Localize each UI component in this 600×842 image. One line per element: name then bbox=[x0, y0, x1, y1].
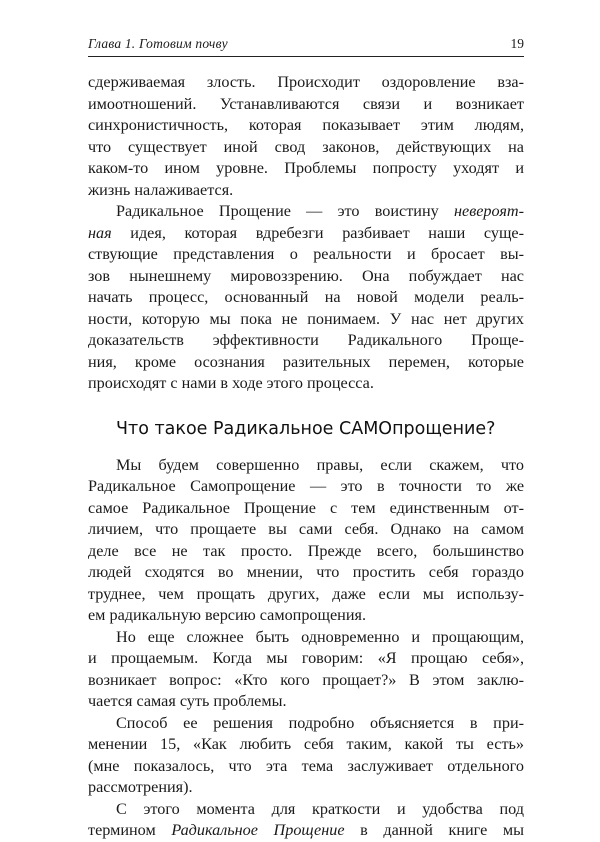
text-line: ности, которую мы пока не понимаем. У нас нет других bbox=[88, 309, 524, 328]
text-run: Радикальное Прощение — это воистину bbox=[116, 202, 454, 220]
text-line: каком-то ином уровне. Проблемы попросту уходят и bbox=[88, 159, 524, 177]
text-line: Но еще сложнее быть одновременно и прощающим, bbox=[116, 627, 524, 646]
text-run: термином bbox=[88, 821, 172, 839]
text-line: (мне показалось, что эта тема заслуживает отдельного bbox=[88, 756, 524, 775]
text-line: личием, что прощаете вы сами себя. Однако на самом bbox=[88, 520, 524, 538]
text-line: зов нынешнему мировоззрению. Она побуждает нас bbox=[88, 266, 524, 285]
text-line: деле все не так просто. Прежде всего, большинство bbox=[88, 541, 524, 560]
text-line: и прощаемым. Когда мы говорим: «Я прощаю себя», bbox=[88, 649, 524, 667]
text-line: доказательств эффективности Радикального Проще- bbox=[88, 331, 524, 349]
text-line: ния, кроме осознания разительных перемен, которые bbox=[88, 352, 524, 371]
text-line: рассмотрения). bbox=[88, 778, 193, 796]
paragraph-2 bbox=[88, 201, 524, 395]
paragraph-5 bbox=[88, 713, 524, 799]
text-line: чается самая суть проблемы. bbox=[88, 692, 287, 710]
running-header bbox=[88, 36, 524, 57]
text-line: Способ ее решения подробно объясняется в при- bbox=[116, 713, 524, 732]
text-line bbox=[88, 201, 524, 223]
text-line: труднее, чем прощать других, даже если мы использу- bbox=[88, 584, 524, 603]
paragraph-1 bbox=[88, 72, 524, 201]
emphasis-text: Радикальное Прощение bbox=[171, 821, 345, 839]
text-line bbox=[88, 223, 524, 245]
text-line: ствующие представления о реальности и бросает вы- bbox=[88, 245, 524, 263]
text-line: возникает вопрос: «Кто кого прощает?» В этом заклю- bbox=[88, 670, 524, 689]
text-line: С этого момента для краткости и удобства под bbox=[116, 799, 524, 818]
text-line: сдерживаемая злость. Происходит оздоровление вза- bbox=[88, 73, 524, 91]
text-line: ем радикальную версию самопрощения. bbox=[88, 606, 366, 624]
text-run: идея, которая вдребезги разбивает наши суще- bbox=[111, 223, 524, 242]
text-line: самое Радикальное Прощение с тем единственным от- bbox=[88, 498, 524, 517]
text-line: начать процесс, основанный на новой модели реаль- bbox=[88, 288, 524, 306]
text-line: что существует иной свод законов, действующих на bbox=[88, 137, 524, 156]
body-text bbox=[88, 72, 524, 842]
section-heading: Что такое Радикальное САМОпрощение? bbox=[116, 418, 496, 439]
text-line: менении 15, «Как любить себя таким, какой ты есть» bbox=[88, 735, 524, 753]
text-run: в данной книге мы bbox=[344, 821, 524, 839]
text-line: происходят с нами в ходе этого процесса. bbox=[88, 374, 374, 392]
text-line: жизнь налаживается. bbox=[88, 180, 234, 199]
emphasis-text: ная bbox=[88, 223, 112, 242]
text-line bbox=[88, 820, 524, 842]
text-line: Мы будем совершенно правы, если скажем, что bbox=[116, 455, 524, 474]
text-line: Радикальное Самопрощение — это в точности то же bbox=[88, 477, 524, 495]
text-line: синхронистичность, которая показывает этим людям, bbox=[88, 116, 524, 134]
text-line: имоотношений. Устанавливаются связи и возникает bbox=[88, 94, 524, 113]
text-line: людей сходятся во мнении, что простить себя гораздо bbox=[88, 563, 524, 581]
emphasis-text: невероят- bbox=[453, 202, 524, 220]
paragraph-3 bbox=[88, 455, 524, 627]
chapter-title: Глава 1. Готовим почву bbox=[88, 36, 228, 51]
page-number: 19 bbox=[510, 36, 524, 51]
paragraph-6 bbox=[88, 799, 524, 842]
paragraph-4 bbox=[88, 627, 524, 713]
